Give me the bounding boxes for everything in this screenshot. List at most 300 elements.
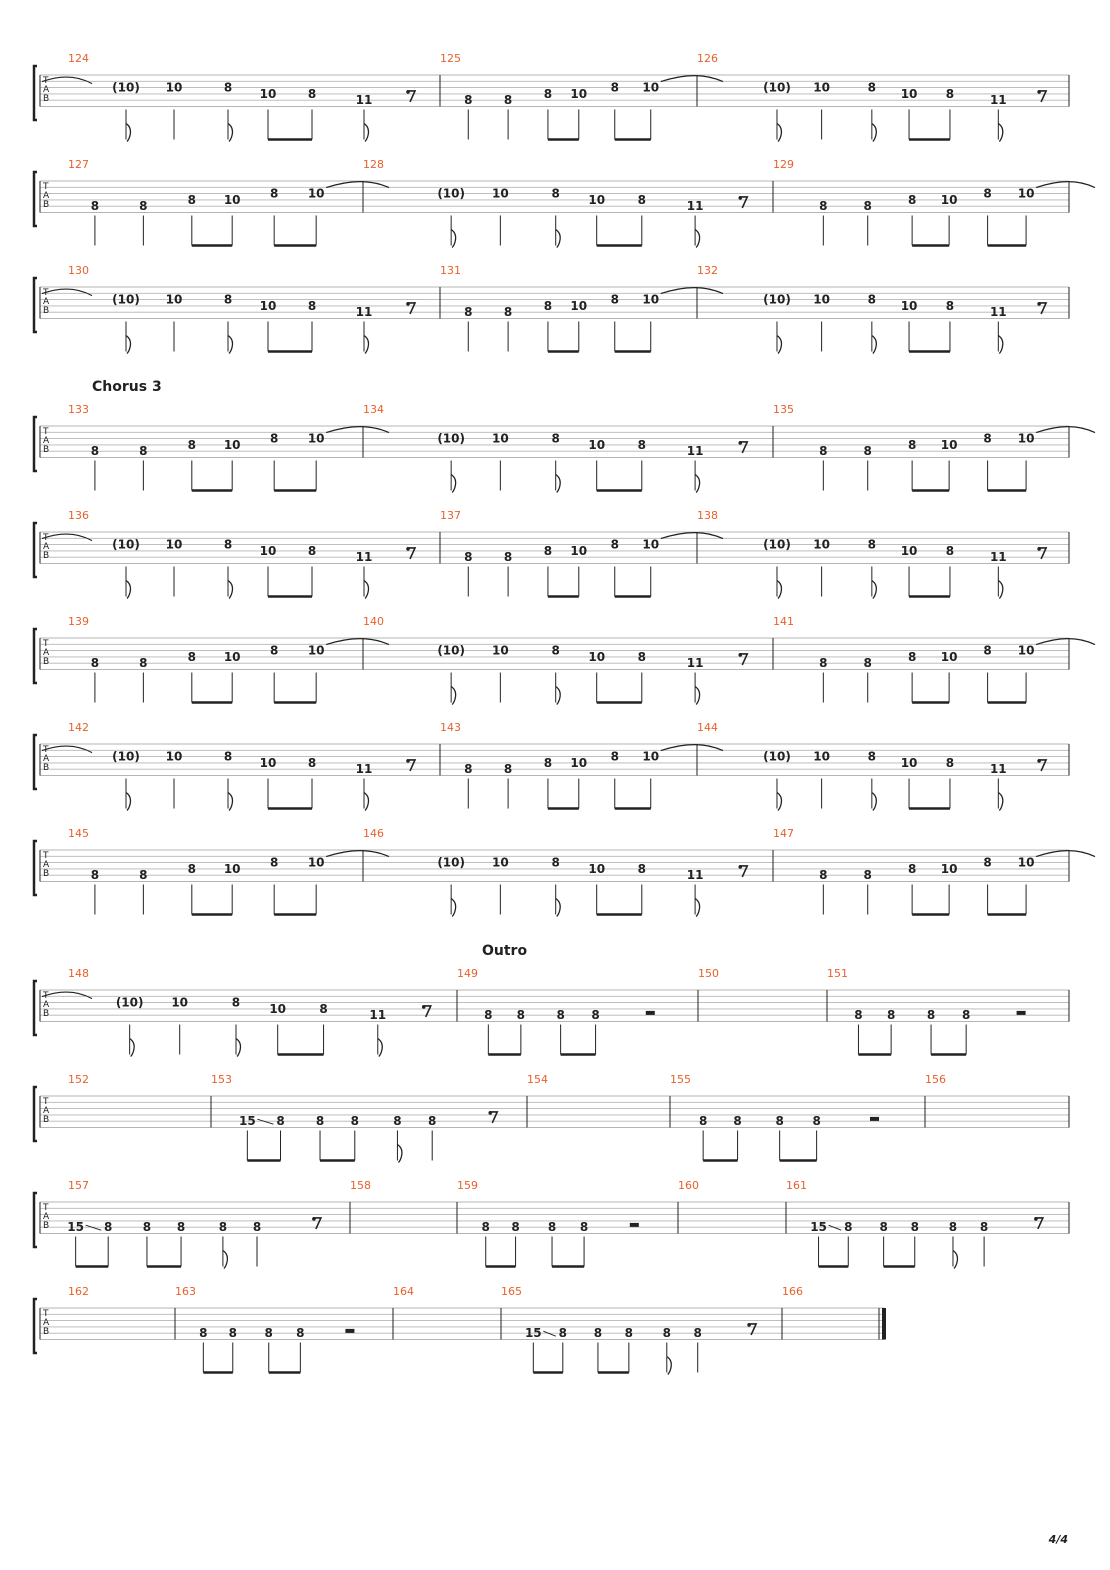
fret-number: 8 bbox=[90, 444, 100, 459]
measure bbox=[68, 1285, 89, 1298]
fret-number: 8 bbox=[983, 186, 992, 201]
tie-arc bbox=[1036, 427, 1095, 433]
tab-clef-letter: B bbox=[43, 1009, 50, 1019]
fret-number: 8 bbox=[637, 437, 646, 452]
fret-number: 10 bbox=[570, 298, 588, 313]
note-flag bbox=[953, 1251, 958, 1269]
fret-number: 8 bbox=[551, 643, 560, 658]
fret-number: 8 bbox=[307, 543, 317, 558]
tab-clef-letter: B bbox=[43, 763, 50, 773]
tie-arc bbox=[326, 639, 389, 645]
tab-clef-letter: T bbox=[43, 991, 49, 1001]
measure bbox=[68, 52, 415, 140]
fret-number: 8 bbox=[698, 1114, 708, 1129]
fret-number: 8 bbox=[176, 1220, 186, 1235]
measure bbox=[697, 721, 1046, 809]
fret-number: 8 bbox=[579, 1220, 589, 1235]
measure-number: 139 bbox=[68, 615, 89, 628]
fret-number: 10 bbox=[570, 755, 588, 770]
tie-arc bbox=[661, 533, 723, 539]
fret-number: 8 bbox=[543, 755, 553, 770]
measure-number: 149 bbox=[457, 967, 478, 980]
measure-number: 126 bbox=[697, 52, 718, 65]
fret-number: 10 bbox=[171, 995, 189, 1010]
fret-number: 8 bbox=[637, 192, 646, 207]
fret-number: 8 bbox=[610, 292, 619, 307]
tab-clef-letter: A bbox=[43, 754, 50, 764]
fret-number: 15 bbox=[67, 1220, 85, 1235]
measure bbox=[68, 721, 415, 809]
measure bbox=[68, 615, 389, 703]
fret-number: 10 bbox=[1017, 643, 1035, 658]
fret-number: 8 bbox=[142, 1220, 152, 1235]
fret-number: 10 bbox=[491, 431, 509, 446]
fret-number: 10 bbox=[1017, 855, 1035, 870]
system-bracket bbox=[34, 629, 37, 683]
eighth-rest-dot bbox=[406, 90, 410, 94]
fret-number: 8 bbox=[945, 298, 955, 313]
page-number: 4/4 bbox=[1048, 1533, 1068, 1546]
fret-number: 8 bbox=[218, 1220, 228, 1235]
tab-clef-letter: B bbox=[43, 445, 50, 455]
tab-clef-letter: A bbox=[43, 860, 50, 870]
fret-number: 8 bbox=[511, 1220, 520, 1235]
note-flag bbox=[872, 124, 877, 142]
fret-number: 8 bbox=[516, 1008, 526, 1023]
tie-arc bbox=[326, 182, 389, 188]
measure bbox=[697, 509, 1046, 597]
tie-arc bbox=[1036, 639, 1095, 645]
tab-clef-letter: A bbox=[43, 297, 50, 307]
note-flag bbox=[228, 581, 233, 599]
half-rest bbox=[345, 1329, 354, 1333]
tie-arc bbox=[1036, 851, 1095, 857]
tab-clef-letter: B bbox=[43, 94, 50, 104]
fret-number: 10 bbox=[165, 537, 183, 552]
measure-number: 136 bbox=[68, 509, 89, 522]
system-bracket bbox=[34, 841, 37, 895]
fret-number: 10 bbox=[259, 86, 277, 101]
note-flag bbox=[364, 581, 369, 599]
measure-number: 152 bbox=[68, 1073, 89, 1086]
system-bracket bbox=[34, 417, 37, 471]
fret-number: 8 bbox=[637, 861, 646, 876]
tab-clef-letter: A bbox=[43, 1212, 50, 1222]
note-flag bbox=[695, 230, 700, 248]
fret-number: 8 bbox=[863, 199, 872, 214]
measure bbox=[925, 1073, 946, 1086]
fret-number: 10 bbox=[642, 537, 660, 552]
fret-number: 10 bbox=[307, 855, 325, 870]
fret-number: 8 bbox=[231, 995, 241, 1010]
note-flag bbox=[364, 793, 369, 811]
measure-number: 141 bbox=[773, 615, 794, 628]
staff-system bbox=[34, 264, 1069, 352]
fret-number: 10 bbox=[813, 749, 830, 764]
fret-number: 8 bbox=[819, 444, 828, 459]
fret-number: 8 bbox=[945, 86, 955, 101]
tie-arc bbox=[661, 288, 723, 294]
fret-number: 8 bbox=[269, 186, 279, 201]
tie-arc bbox=[661, 745, 723, 751]
fret-number: (10) bbox=[437, 855, 465, 870]
eighth-rest-dot bbox=[312, 1217, 316, 1221]
tab-clef-letter: T bbox=[43, 1309, 49, 1319]
tab-clef-letter: A bbox=[43, 436, 50, 446]
fret-number: 10 bbox=[259, 755, 277, 770]
tab-clef-letter: B bbox=[43, 657, 50, 667]
note-flag bbox=[126, 336, 131, 354]
fret-number: 8 bbox=[979, 1220, 989, 1235]
fret-number: 8 bbox=[610, 80, 619, 95]
fret-number: 10 bbox=[165, 749, 183, 764]
fret-number: 8 bbox=[104, 1220, 113, 1235]
fret-number: 8 bbox=[907, 437, 917, 452]
note-flag bbox=[998, 581, 1003, 599]
system-bracket bbox=[34, 66, 37, 120]
measure-number: 129 bbox=[773, 158, 794, 171]
measure-number: 159 bbox=[457, 1179, 478, 1192]
fret-number: 10 bbox=[588, 192, 606, 207]
fret-number: (10) bbox=[763, 80, 791, 95]
fret-number: 8 bbox=[907, 649, 917, 664]
fret-number: 8 bbox=[961, 1008, 971, 1023]
measure-number: 155 bbox=[670, 1073, 691, 1086]
fret-number: 8 bbox=[90, 868, 100, 883]
fret-number: (10) bbox=[437, 643, 465, 658]
fret-number: 8 bbox=[187, 861, 196, 876]
measure bbox=[393, 1285, 414, 1298]
note-flag bbox=[228, 336, 233, 354]
fret-number: 8 bbox=[551, 855, 560, 870]
fret-number: 10 bbox=[940, 861, 958, 876]
fret-number: 8 bbox=[90, 199, 100, 214]
measure bbox=[440, 721, 723, 809]
staff-system bbox=[34, 379, 1095, 491]
fret-number: 10 bbox=[223, 192, 241, 207]
measure-number: 130 bbox=[68, 264, 89, 277]
system-bracket bbox=[34, 981, 37, 1035]
measure-number: 156 bbox=[925, 1073, 946, 1086]
tie-arc-incoming bbox=[42, 992, 92, 999]
fret-number: 8 bbox=[543, 298, 553, 313]
note-flag bbox=[695, 475, 700, 493]
fret-number: 10 bbox=[570, 543, 588, 558]
note-flag bbox=[872, 336, 877, 354]
system-bracket bbox=[34, 1087, 37, 1141]
staff-system bbox=[34, 52, 1069, 140]
fret-number: 10 bbox=[259, 543, 277, 558]
fret-number: 10 bbox=[223, 861, 241, 876]
system-bracket bbox=[34, 1193, 37, 1247]
fret-number: 8 bbox=[264, 1326, 273, 1341]
fret-number: 8 bbox=[819, 868, 828, 883]
fret-number: 8 bbox=[926, 1008, 936, 1023]
eighth-rest-dot bbox=[406, 302, 410, 306]
measure bbox=[68, 1073, 89, 1086]
note-flag bbox=[378, 1039, 383, 1057]
staff-system bbox=[34, 943, 1069, 1055]
fret-number: 8 bbox=[879, 1220, 888, 1235]
note-flag bbox=[451, 230, 456, 248]
fret-number: 10 bbox=[642, 749, 660, 764]
fret-number: 8 bbox=[907, 192, 917, 207]
eighth-rest-dot bbox=[1037, 547, 1041, 551]
measure bbox=[68, 967, 431, 1055]
measure-number: 128 bbox=[363, 158, 384, 171]
fret-number: 8 bbox=[503, 305, 513, 320]
fret-number: 8 bbox=[812, 1114, 821, 1129]
fret-number: 10 bbox=[223, 649, 241, 664]
measure-number: 165 bbox=[501, 1285, 522, 1298]
measure bbox=[527, 1073, 548, 1086]
eighth-rest-dot bbox=[488, 1111, 492, 1115]
note-flag bbox=[998, 336, 1003, 354]
fret-number: 8 bbox=[610, 537, 619, 552]
tab-clef-letter: B bbox=[43, 306, 50, 316]
tab-clef-letter: T bbox=[43, 182, 49, 192]
note-flag bbox=[451, 687, 456, 705]
fret-number: 11 bbox=[989, 93, 1007, 108]
slide-line bbox=[829, 1225, 842, 1230]
fret-number: 8 bbox=[484, 1008, 493, 1023]
fret-number: (10) bbox=[763, 292, 791, 307]
fret-number: 8 bbox=[199, 1326, 208, 1341]
slide-line bbox=[86, 1225, 102, 1230]
tie-arc-incoming bbox=[42, 289, 92, 296]
note-flag bbox=[695, 687, 700, 705]
fret-number: 8 bbox=[307, 755, 317, 770]
measure-number: 153 bbox=[211, 1073, 232, 1086]
note-flag bbox=[451, 899, 456, 917]
measure bbox=[698, 967, 719, 980]
fret-number: 8 bbox=[637, 649, 646, 664]
fret-number: 11 bbox=[686, 444, 704, 459]
measure bbox=[501, 1285, 756, 1373]
measure bbox=[773, 158, 1095, 246]
measure-number: 151 bbox=[827, 967, 848, 980]
fret-number: 8 bbox=[187, 192, 196, 207]
measure bbox=[773, 615, 1095, 703]
note-flag bbox=[236, 1039, 241, 1057]
measure bbox=[697, 52, 1046, 140]
fret-number: 8 bbox=[733, 1114, 742, 1129]
fret-number: 10 bbox=[813, 292, 830, 307]
fret-number: 8 bbox=[558, 1326, 567, 1341]
fret-number: (10) bbox=[437, 431, 465, 446]
fret-number: 8 bbox=[228, 1326, 237, 1341]
tab-clef-letter: B bbox=[43, 200, 50, 210]
fret-number: 8 bbox=[863, 444, 872, 459]
fret-number: 11 bbox=[989, 550, 1007, 565]
measure-number: 161 bbox=[786, 1179, 807, 1192]
fret-number: 10 bbox=[642, 80, 660, 95]
measure bbox=[440, 264, 723, 352]
fret-number: 15 bbox=[524, 1326, 542, 1341]
measure-number: 144 bbox=[697, 721, 718, 734]
measure bbox=[350, 1179, 371, 1192]
fret-number: 10 bbox=[570, 86, 588, 101]
note-flag bbox=[556, 687, 561, 705]
staff-system bbox=[34, 1073, 1069, 1161]
note-flag bbox=[228, 124, 233, 142]
measure bbox=[782, 1285, 803, 1298]
note-flag bbox=[556, 230, 561, 248]
eighth-rest-dot bbox=[738, 441, 742, 445]
fret-number: 8 bbox=[907, 861, 917, 876]
fret-number: (10) bbox=[763, 749, 791, 764]
tab-clef-letter: T bbox=[43, 76, 49, 86]
fret-number: 10 bbox=[1017, 186, 1035, 201]
fret-number: 10 bbox=[223, 437, 241, 452]
tab-clef-letter: T bbox=[43, 851, 49, 861]
measure-number: 127 bbox=[68, 158, 89, 171]
fret-number: 8 bbox=[307, 298, 317, 313]
section-label: Outro bbox=[482, 943, 528, 959]
fret-number: (10) bbox=[112, 537, 140, 552]
fret-number: 8 bbox=[945, 543, 955, 558]
fret-number: 8 bbox=[863, 868, 872, 883]
fret-number: 8 bbox=[315, 1114, 325, 1129]
fret-number: (10) bbox=[763, 537, 791, 552]
note-flag bbox=[364, 336, 369, 354]
fret-number: 8 bbox=[319, 1001, 328, 1016]
eighth-rest-dot bbox=[738, 196, 742, 200]
measure bbox=[363, 615, 747, 703]
tab-clef-letter: A bbox=[43, 85, 50, 95]
measure bbox=[68, 827, 389, 915]
fret-number: 10 bbox=[900, 86, 918, 101]
fret-number: (10) bbox=[437, 186, 465, 201]
fret-number: 8 bbox=[464, 550, 473, 565]
fret-number: 8 bbox=[693, 1326, 702, 1341]
tab-clef-letter: T bbox=[43, 639, 49, 649]
fret-number: 8 bbox=[307, 86, 317, 101]
measure bbox=[363, 403, 747, 491]
tab-clef-letter: A bbox=[43, 648, 50, 658]
staff-system bbox=[34, 1179, 1069, 1267]
fret-number: 10 bbox=[307, 186, 325, 201]
eighth-rest-dot bbox=[1037, 759, 1041, 763]
fret-number: 10 bbox=[491, 186, 509, 201]
fret-number: 8 bbox=[945, 755, 955, 770]
measure-number: 134 bbox=[363, 403, 384, 416]
eighth-rest-dot bbox=[1037, 302, 1041, 306]
fret-number: 8 bbox=[844, 1220, 853, 1235]
measure-number: 143 bbox=[440, 721, 461, 734]
eighth-rest-dot bbox=[422, 1005, 426, 1009]
measure bbox=[773, 827, 1095, 915]
system-bracket bbox=[34, 523, 37, 577]
measure-number: 164 bbox=[393, 1285, 414, 1298]
tab-clef-letter: B bbox=[43, 1115, 50, 1125]
fret-number: 11 bbox=[989, 305, 1007, 320]
tie-arc-incoming bbox=[42, 534, 92, 541]
measure bbox=[68, 158, 389, 246]
measure-number: 135 bbox=[773, 403, 794, 416]
fret-number: 10 bbox=[813, 537, 830, 552]
measure-number: 147 bbox=[773, 827, 794, 840]
fret-number: 11 bbox=[369, 1008, 387, 1023]
fret-number: 10 bbox=[165, 292, 183, 307]
fret-number: 8 bbox=[886, 1008, 896, 1023]
measure-number: 124 bbox=[68, 52, 89, 65]
fret-number: 8 bbox=[556, 1008, 565, 1023]
measure bbox=[786, 1179, 1043, 1267]
measure-number: 162 bbox=[68, 1285, 89, 1298]
fret-number: 10 bbox=[307, 431, 325, 446]
fret-number: 10 bbox=[813, 80, 830, 95]
measure bbox=[827, 967, 1026, 1055]
fret-number: 8 bbox=[662, 1326, 671, 1341]
measure bbox=[67, 1179, 321, 1267]
note-flag bbox=[397, 1145, 402, 1163]
tab-clef-letter: A bbox=[43, 1000, 50, 1010]
fret-number: 8 bbox=[775, 1114, 784, 1129]
measure-number: 132 bbox=[697, 264, 718, 277]
note-flag bbox=[556, 475, 561, 493]
fret-number: 11 bbox=[355, 93, 373, 108]
fret-number: 10 bbox=[491, 855, 509, 870]
tab-clef-letter: B bbox=[43, 551, 50, 561]
note-flag bbox=[130, 1039, 135, 1057]
measure bbox=[68, 403, 389, 491]
fret-number: 8 bbox=[269, 855, 279, 870]
staff-system bbox=[34, 615, 1095, 703]
measure-number: 157 bbox=[68, 1179, 89, 1192]
measure bbox=[363, 158, 747, 246]
tie-arc bbox=[326, 427, 389, 433]
fret-number: 8 bbox=[139, 444, 148, 459]
fret-number: 8 bbox=[863, 656, 872, 671]
measure-number: 160 bbox=[678, 1179, 699, 1192]
fret-number: 10 bbox=[900, 298, 918, 313]
fret-number: 10 bbox=[1017, 431, 1035, 446]
system-bracket bbox=[34, 278, 37, 332]
tab-clef-letter: B bbox=[43, 1327, 50, 1337]
fret-number: 11 bbox=[686, 656, 704, 671]
fret-number: 10 bbox=[588, 649, 606, 664]
measure bbox=[457, 1179, 639, 1267]
measure bbox=[68, 264, 415, 352]
tab-clef-letter: A bbox=[43, 1318, 50, 1328]
fret-number: 8 bbox=[269, 431, 279, 446]
fret-number: 8 bbox=[464, 305, 473, 320]
measure bbox=[363, 827, 747, 915]
slide-line bbox=[543, 1331, 556, 1336]
measure-number: 163 bbox=[175, 1285, 196, 1298]
fret-number: 11 bbox=[355, 550, 373, 565]
measure-number: 150 bbox=[698, 967, 719, 980]
note-flag bbox=[556, 899, 561, 917]
note-flag bbox=[695, 899, 700, 917]
fret-number: 8 bbox=[223, 749, 233, 764]
measure-number: 133 bbox=[68, 403, 89, 416]
measure-number: 140 bbox=[363, 615, 384, 628]
fret-number: 10 bbox=[307, 643, 325, 658]
staff-system bbox=[34, 158, 1095, 246]
fret-number: 8 bbox=[503, 762, 513, 777]
fret-number: 8 bbox=[393, 1114, 402, 1129]
fret-number: 8 bbox=[867, 537, 877, 552]
fret-number: 8 bbox=[90, 656, 100, 671]
fret-number: 8 bbox=[624, 1326, 634, 1341]
tab-clef-letter: T bbox=[43, 288, 49, 298]
note-flag bbox=[998, 124, 1003, 142]
fret-number: 8 bbox=[428, 1114, 437, 1129]
staff-system bbox=[34, 827, 1095, 915]
note-flag bbox=[777, 336, 782, 354]
